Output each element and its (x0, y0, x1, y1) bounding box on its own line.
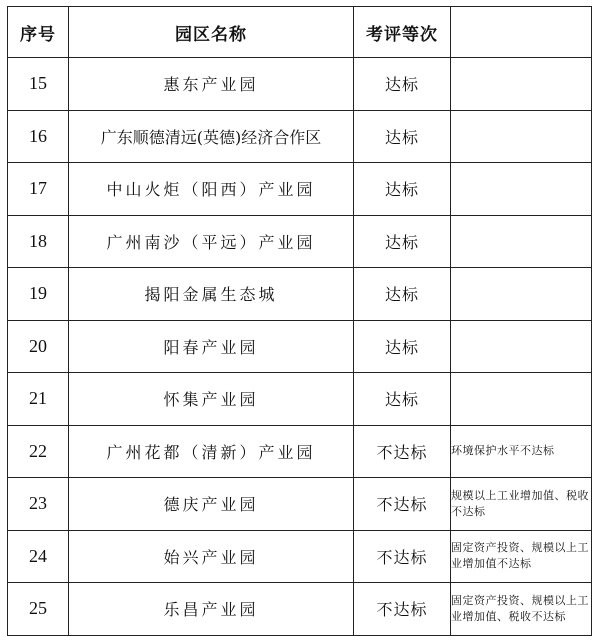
remark-cell: 固定资产投资、规模以上工业增加值不达标 (451, 530, 592, 583)
park-name-cell: 阳春产业园 (69, 320, 354, 373)
serial-number-cell: 17 (8, 163, 69, 216)
table-row (8, 58, 592, 111)
serial-number-cell: 24 (8, 530, 69, 583)
grade-cell: 达标 (354, 268, 451, 321)
table-row (8, 530, 592, 583)
grade-cell: 达标 (354, 320, 451, 373)
serial-number-cell: 20 (8, 320, 69, 373)
table-header-row (8, 7, 592, 58)
park-evaluation-table (7, 6, 592, 636)
park-name-cell: 中山火炬（阳西）产业园 (69, 163, 354, 216)
remark-cell (451, 110, 592, 163)
serial-number-cell: 21 (8, 373, 69, 426)
park-name-cell: 德庆产业园 (69, 478, 354, 531)
serial-number-cell: 15 (8, 58, 69, 111)
remark-cell (451, 373, 592, 426)
table-row (8, 583, 592, 636)
table-row (8, 478, 592, 531)
remark-cell: 固定资产投资、规模以上工业增加值、税收不达标 (451, 583, 592, 636)
table-row (8, 373, 592, 426)
header-evaluation-grade: 考评等次 (354, 7, 451, 58)
serial-number-cell: 19 (8, 268, 69, 321)
park-name-cell: 乐昌产业园 (69, 583, 354, 636)
remark-cell (451, 320, 592, 373)
park-name-cell: 广州花都（清新）产业园 (69, 425, 354, 478)
remark-cell: 环境保护水平不达标 (451, 425, 592, 478)
grade-cell: 达标 (354, 373, 451, 426)
park-name-cell: 揭阳金属生态城 (69, 268, 354, 321)
remark-cell (451, 58, 592, 111)
grade-cell: 不达标 (354, 583, 451, 636)
park-name-cell: 惠东产业园 (69, 58, 354, 111)
table-row (8, 425, 592, 478)
grade-cell: 不达标 (354, 478, 451, 531)
park-name-cell: 怀集产业园 (69, 373, 354, 426)
serial-number-cell: 22 (8, 425, 69, 478)
grade-cell: 达标 (354, 215, 451, 268)
table-row (8, 320, 592, 373)
serial-number-cell: 25 (8, 583, 69, 636)
header-remarks (451, 7, 592, 58)
park-name-cell: 始兴产业园 (69, 530, 354, 583)
header-serial-number: 序号 (8, 7, 69, 58)
serial-number-cell: 23 (8, 478, 69, 531)
grade-cell: 达标 (354, 110, 451, 163)
park-name-cell: 广州南沙（平远）产业园 (69, 215, 354, 268)
serial-number-cell: 16 (8, 110, 69, 163)
grade-cell: 不达标 (354, 425, 451, 478)
header-park-name: 园区名称 (69, 7, 354, 58)
remark-cell (451, 268, 592, 321)
table-row (8, 163, 592, 216)
grade-cell: 不达标 (354, 530, 451, 583)
table-row (8, 268, 592, 321)
grade-cell: 达标 (354, 58, 451, 111)
table-row (8, 110, 592, 163)
table-row (8, 215, 592, 268)
remark-cell: 规模以上工业增加值、税收不达标 (451, 478, 592, 531)
serial-number-cell: 18 (8, 215, 69, 268)
park-name-cell: 广东顺德清远(英德)经济合作区 (69, 110, 354, 163)
grade-cell: 达标 (354, 163, 451, 216)
remark-cell (451, 215, 592, 268)
remark-cell (451, 163, 592, 216)
